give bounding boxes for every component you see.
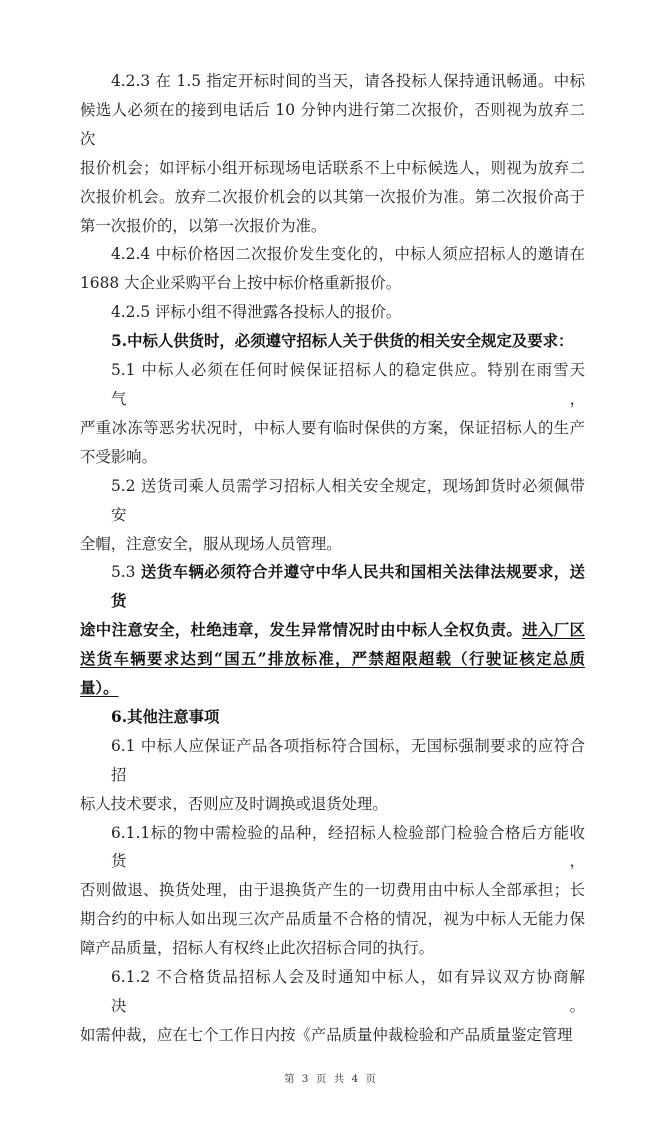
text-segment: 如需仲裁，应在七个工作日内按《产品质量仲裁检验和产品质量鉴定管理 bbox=[80, 1025, 573, 1044]
text-segment: 4.2.3 在 1.5 指定开标时间的当天，请各投标人保持通讯畅通。中标 bbox=[111, 72, 585, 90]
text-segment: 4.2.4 中标价格因二次报价发生变化的，中标人须应招标人的邀请在 bbox=[111, 245, 585, 264]
text-segment: 报价机会；如评标小组开标现场电话联系不上中标候选人，则视为放弃二 bbox=[80, 158, 585, 177]
text-segment: 全帽，注意安全，服从现场人员管理。 bbox=[80, 534, 342, 553]
text-line bbox=[80, 905, 585, 934]
paragraph bbox=[80, 327, 585, 356]
text-line bbox=[80, 732, 585, 790]
text-segment: 期合约的中标人如出现三次产品质量不合格的情况，视为中标人无能力保 bbox=[80, 910, 585, 929]
text-line bbox=[80, 819, 585, 877]
text-segment: 1688 大企业采购平台上按中标价格重新报价。 bbox=[80, 274, 402, 293]
text-segment: 第一次报价的，以第一次报价为准。 bbox=[80, 216, 327, 235]
text-segment: 6.1.1标的物中需检验的品种，经招标人检验部门检验合格后方能收货， bbox=[111, 823, 585, 871]
paragraph bbox=[80, 67, 585, 240]
paragraph bbox=[80, 472, 585, 559]
text-line bbox=[80, 876, 585, 905]
text-line bbox=[80, 96, 585, 154]
underlined-bold-text: 送货车辆要求达到“国五”排放标准，严禁超限超载（行驶证核定总质 bbox=[80, 650, 585, 669]
text-line bbox=[80, 674, 585, 703]
bold-text: 送货车辆必须符合并遵守中华人民共和国相关法律法规要求，送货 bbox=[111, 563, 585, 611]
text-line bbox=[80, 154, 585, 183]
text-line bbox=[80, 414, 585, 443]
text-segment: 否则做退、换货处理，由于退换货产生的一切费用由中标人全部承担；长 bbox=[80, 881, 585, 900]
bold-text: 5.中标人供货时，必须遵守招标人关于供货的相关安全规定及要求： bbox=[111, 332, 574, 351]
text-line bbox=[80, 963, 585, 1021]
text-line bbox=[80, 790, 585, 819]
bold-text: 6.其他注意事项 bbox=[111, 707, 220, 726]
underlined-bold-text: 进入厂区 bbox=[522, 621, 585, 640]
paragraph bbox=[80, 240, 585, 298]
text-line bbox=[80, 616, 585, 645]
text-line bbox=[80, 703, 585, 732]
paragraph bbox=[80, 356, 585, 472]
document-body bbox=[80, 67, 585, 1050]
text-line bbox=[80, 67, 585, 96]
text-line bbox=[80, 934, 585, 963]
bold-text: 途中注意安全，杜绝违章，发生异常情况时由中标人全权负责。 bbox=[80, 621, 523, 640]
text-segment: 严重冰冻等恶劣状况时，中标人要有临时保供的方案，保证招标人的生产 bbox=[80, 418, 585, 437]
paragraph bbox=[80, 558, 585, 703]
paragraph bbox=[80, 298, 585, 327]
text-line bbox=[80, 443, 585, 472]
text-segment: 5.1 中标人必须在任何时候保证招标人的稳定供应。特别在雨雪天气， bbox=[111, 361, 585, 408]
paragraph bbox=[80, 963, 585, 1050]
paragraph bbox=[80, 819, 585, 964]
text-line bbox=[80, 327, 585, 356]
text-line bbox=[80, 298, 585, 327]
text-line bbox=[80, 558, 585, 616]
text-line bbox=[80, 1021, 585, 1050]
text-segment: 5.2 送货司乘人员需学习招标人相关安全规定，现场卸货时必须佩带安 bbox=[111, 476, 585, 524]
text-line bbox=[80, 183, 585, 212]
text-segment: 标人技术要求，否则应及时调换或退货处理。 bbox=[80, 794, 388, 813]
text-segment: 6.1.2 不合格货品招标人会及时通知中标人，如有异议双方协商解决。 bbox=[111, 968, 585, 1015]
paragraph bbox=[80, 732, 585, 819]
text-line bbox=[80, 645, 585, 674]
text-segment: 6.1 中标人应保证产品各项指标符合国标，无国标强制要求的应符合招 bbox=[111, 736, 585, 784]
text-segment: 次报价机会。放弃二次报价机会的以其第一次报价为准。第二次报价高于 bbox=[80, 187, 585, 206]
text-segment: 5.3 bbox=[111, 563, 141, 582]
text-line bbox=[80, 240, 585, 269]
text-segment: 不受影响。 bbox=[80, 447, 157, 466]
text-line bbox=[80, 530, 585, 559]
text-line bbox=[80, 472, 585, 530]
text-line bbox=[80, 356, 585, 414]
paragraph bbox=[80, 703, 585, 732]
underlined-bold-text: 量）。 bbox=[80, 679, 119, 698]
page-footer: 第 3 页 共 4 页 bbox=[283, 1072, 379, 1085]
text-line bbox=[80, 269, 585, 298]
text-segment: 障产品质量，招标人有权终止此次招标合同的执行。 bbox=[80, 939, 434, 958]
text-segment: 候选人必须在的接到电话后 10 分钟内进行第二次报价，否则视为放弃二次 bbox=[80, 100, 585, 148]
text-line bbox=[80, 212, 585, 241]
text-segment: 4.2.5 评标小组不得泄露各投标人的报价。 bbox=[111, 303, 402, 322]
